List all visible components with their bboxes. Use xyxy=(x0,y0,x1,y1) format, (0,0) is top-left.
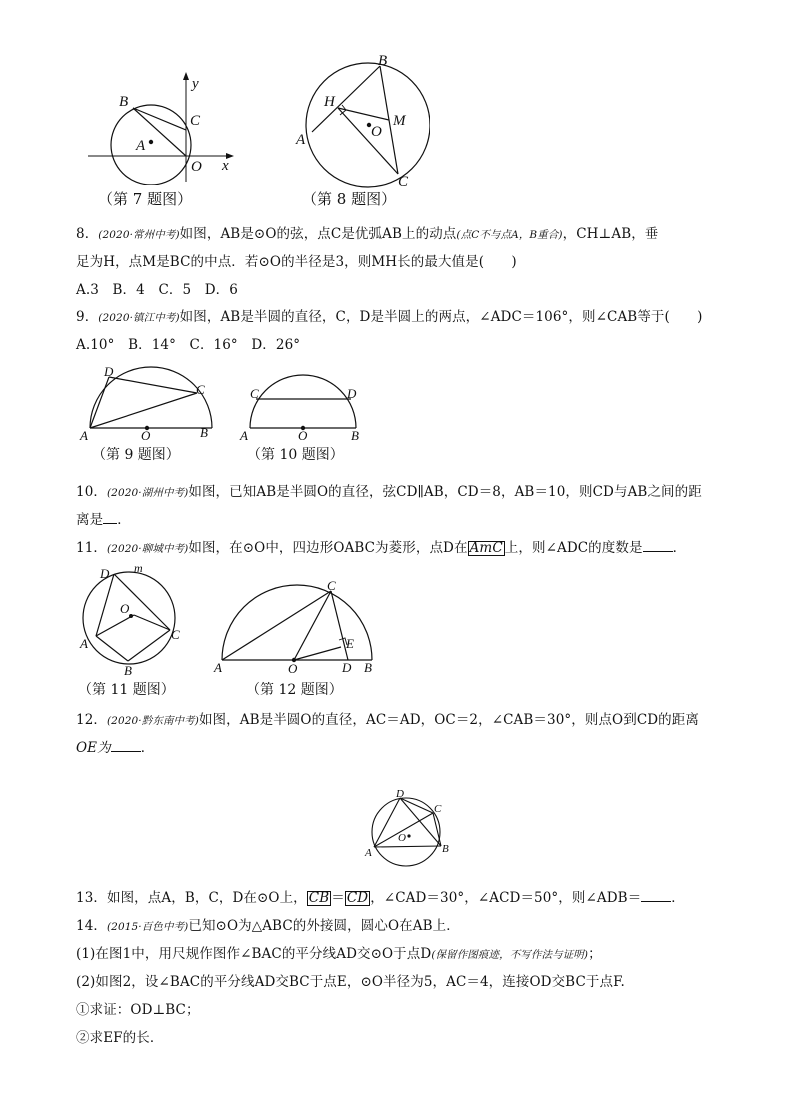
label-A: A xyxy=(365,847,372,859)
q12-source: (2020·黔东南中考) xyxy=(106,715,199,727)
label-C: C xyxy=(434,803,442,815)
q14-part1-note: (保留作图痕迹，不写作法与证明) xyxy=(431,949,589,961)
label-H: H xyxy=(324,94,335,110)
label-M: M xyxy=(393,113,406,129)
q10-text: 如图，已知AB是半圆O的直径，弦CD∥AB，CD＝8，AB＝10，则CD与AB之间的距 xyxy=(188,484,702,500)
caption-fig12: （第 12 题图） xyxy=(246,682,343,698)
q8-text: 如图，AB是⊙O的弦，点C是优弧AB上的动点 xyxy=(179,226,457,242)
label-B: B xyxy=(364,660,372,675)
q9-source: (2020·镇江中考) xyxy=(98,312,180,324)
caption-fig11: （第 11 题图） xyxy=(78,682,175,698)
question-14-line1 xyxy=(76,914,460,934)
question-11 xyxy=(76,536,686,556)
q14-source: (2015·百色中考) xyxy=(106,921,189,933)
q9-text: 如图，AB是半圆的直径，C，D是半圆上的两点，∠ADC＝106°，则∠CAB等于( ) xyxy=(179,309,703,325)
arc-CB: CB xyxy=(308,890,330,906)
answer-blank xyxy=(103,511,117,524)
label-A: A xyxy=(296,132,306,148)
arc-AmC: AmC xyxy=(469,540,503,556)
label-B: B xyxy=(119,94,129,110)
label-B: B xyxy=(351,428,359,443)
label-A: A xyxy=(240,428,248,443)
label-A: A xyxy=(136,138,146,154)
q13-end: ． xyxy=(671,890,685,906)
figure-13 xyxy=(362,786,457,871)
label-O: O xyxy=(371,124,382,140)
label-E: E xyxy=(346,636,354,651)
q12-text-end: OE为 xyxy=(76,740,111,756)
caption-fig10: （第 10 题图） xyxy=(247,447,344,463)
q11-number: 11． xyxy=(76,540,107,556)
question-14-part2-sub2: ②求EF的长． xyxy=(76,1030,164,1046)
label-y: y xyxy=(192,76,199,92)
figure-7 xyxy=(88,70,248,185)
label-O: O xyxy=(191,159,202,175)
label-O: O xyxy=(141,428,151,443)
q11-text-a: 如图，在⊙O中，四边形OABC为菱形，点D在 xyxy=(188,540,468,556)
label-D: D xyxy=(396,788,404,800)
figure-8 xyxy=(290,48,430,188)
figure-11 xyxy=(76,562,186,677)
q13-text-b: ，∠CAD＝30°，∠ACD＝50°，则∠ADB＝ xyxy=(370,890,642,906)
q8-text-tail: ，CH⊥AB，垂 xyxy=(562,226,659,242)
q8-number: 8． xyxy=(76,226,99,242)
q8-note: (点C不与点A，B重合) xyxy=(456,229,563,241)
label-B: B xyxy=(378,53,388,69)
caption-fig9: （第 9 题图） xyxy=(92,447,180,463)
label-A: A xyxy=(80,636,88,651)
question-14-part2-sub1: ①求证：OD⊥BC； xyxy=(76,1002,200,1018)
question-10-line1 xyxy=(76,480,702,500)
label-D: D xyxy=(347,386,357,401)
arc-CD: CD xyxy=(346,890,369,906)
label-B: B xyxy=(200,425,208,440)
label-A: A xyxy=(80,428,88,443)
label-B: B xyxy=(442,843,449,855)
q8-source: (2020·常州中考) xyxy=(98,229,180,241)
question-13 xyxy=(76,886,685,906)
figure-10 xyxy=(236,366,366,446)
q14-part1-end: ； xyxy=(588,946,602,962)
q14-part1-text: (1)在图1中，用尺规作图作∠BAC的平分线AD交⊙O于点D xyxy=(76,946,432,962)
label-O: O xyxy=(298,428,308,443)
label-O: O xyxy=(120,601,130,616)
question-8-options: A.3 B．4 C．5 D．6 xyxy=(76,282,238,298)
q10-number: 10． xyxy=(76,484,107,500)
label-C: C xyxy=(171,627,180,642)
caption-fig8: （第 8 题图） xyxy=(302,190,397,208)
q14-text: 已知⊙O为△ABC的外接圆，圆心O在AB上． xyxy=(188,918,460,934)
label-C: C xyxy=(250,386,259,401)
q12-text: 如图，AB是半圆O的直径，AC＝AD，OC＝2，∠CAB＝30°，则点O到CD的距离 xyxy=(198,712,699,728)
label-C: C xyxy=(196,382,205,397)
label-O: O xyxy=(288,661,298,676)
q11-text-b: 上，则∠ADC的度数是 xyxy=(504,540,643,556)
answer-blank xyxy=(643,539,673,552)
question-12-line1 xyxy=(76,708,699,728)
answer-blank xyxy=(111,739,141,752)
q11-source: (2020·聊城中考) xyxy=(106,543,189,555)
q10-text-end: 离是 xyxy=(76,512,104,528)
q14-number: 14． xyxy=(76,918,107,934)
caption-fig7: （第 7 题图） xyxy=(98,190,193,208)
label-D: D xyxy=(342,660,352,675)
label-C: C xyxy=(190,113,201,129)
label-D: D xyxy=(104,364,114,379)
label-A: A xyxy=(214,660,222,675)
question-14-part2: (2)如图2，设∠BAC的平分线AD交BC于点E，⊙O半径为5，AC＝4，连接OD交BC于点F. xyxy=(76,974,625,990)
question-9-line1 xyxy=(76,305,702,325)
q12-number: 12． xyxy=(76,712,107,728)
question-8-line2: 足为H，点M是BC的中点．若⊙O的半径是3，则MH长的最大值是( ) xyxy=(76,254,517,270)
q11-end: ． xyxy=(672,540,687,556)
figure-12 xyxy=(210,578,385,678)
q13-eq: ＝ xyxy=(331,890,345,906)
label-D: D xyxy=(100,566,110,581)
label-B: B xyxy=(124,663,132,677)
question-9-options: A.10° B．14° C．16° D．26° xyxy=(76,337,301,353)
label-C: C xyxy=(327,578,336,593)
q9-number: 9． xyxy=(76,309,99,325)
q10-source: (2020·湖州中考) xyxy=(106,487,189,499)
q13-text-a: 13．如图，点A，B，C，D在⊙O上， xyxy=(76,890,307,906)
figure-9 xyxy=(74,360,214,445)
answer-blank xyxy=(641,889,671,902)
label-O: O xyxy=(398,832,406,844)
question-10-line2: 离是 ． xyxy=(76,512,131,528)
label-C: C xyxy=(398,174,409,188)
label-m: m xyxy=(134,562,143,575)
question-8-line1 xyxy=(76,222,658,242)
question-12-line2: OE为 ． xyxy=(76,740,155,756)
label-x: x xyxy=(222,158,229,174)
question-14-part1 xyxy=(76,942,602,962)
